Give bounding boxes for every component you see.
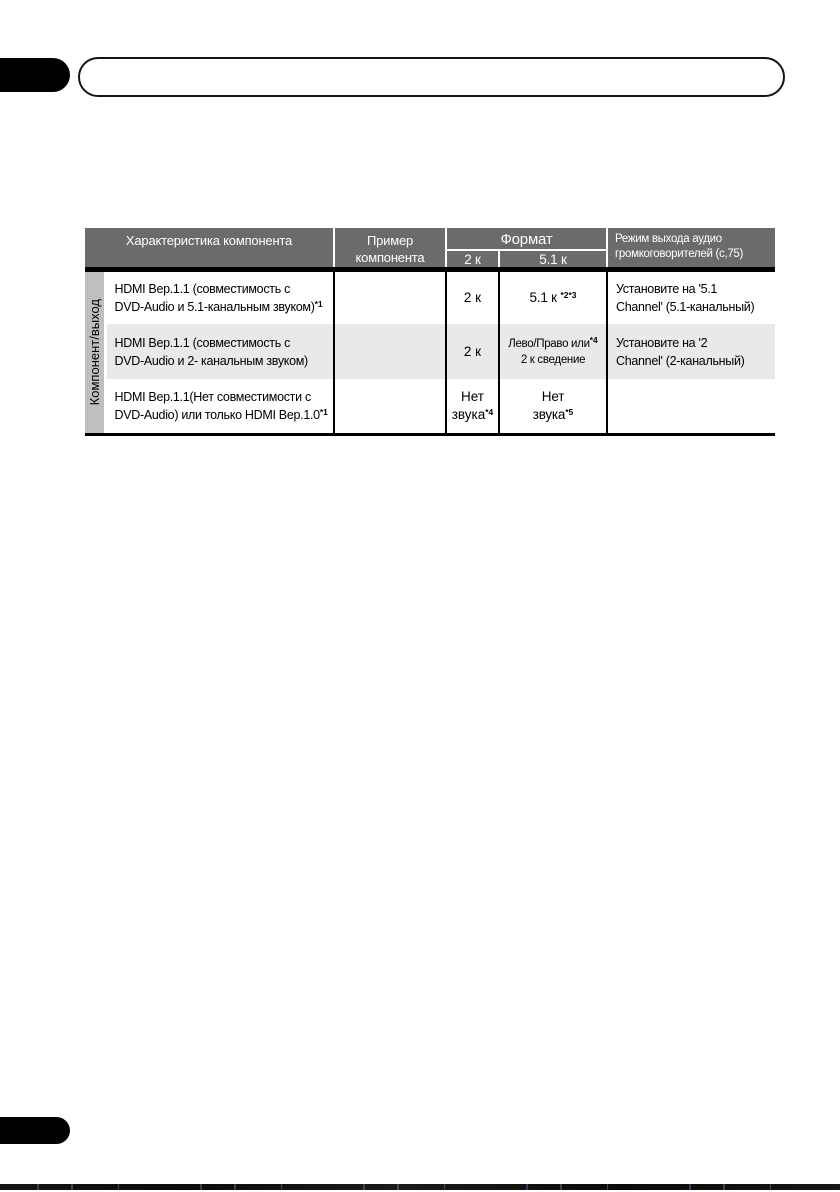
- page-number-edge-tab: [0, 1117, 70, 1144]
- hdmi-audio-format-table-wrap: [85, 228, 775, 436]
- row-group-label-cell: [85, 269, 105, 434]
- table-cell-characteristic: [105, 269, 334, 324]
- table-cell-line: 5.1 к $^{*2*3}$: [529, 290, 577, 306]
- table-cell-mode: [607, 324, 775, 379]
- header-51ch: 5.1 к: [499, 250, 607, 269]
- table-cell-mode: [607, 379, 775, 434]
- table-row: [85, 324, 775, 379]
- table-cell-line: HDMI Вер.1.1 (совместимость с: [114, 335, 291, 350]
- header-characteristic: Характеристика компонента: [85, 228, 334, 269]
- table-cell-example: [334, 324, 446, 379]
- hdmi-audio-format-table: [85, 228, 775, 436]
- row-group-label: Компонент/выход: [86, 299, 102, 406]
- header-format: Формат: [446, 228, 607, 250]
- header-output-mode: Режим выхода аудио громкоговорителей (с,75): [607, 228, 775, 269]
- table-cell-line: DVD-Audio) или только HDMI Вер.1.0$^{*1}$: [114, 407, 328, 423]
- table-cell-line: Channel' (2-канальный): [616, 353, 745, 368]
- table-cell-line: HDMI Вер.1.1 (совместимость с: [114, 281, 291, 296]
- table-header: [85, 228, 775, 269]
- table-cell-ch51: [499, 379, 607, 434]
- chapter-edge-tab: [0, 58, 70, 92]
- table-cell-mode: [607, 269, 775, 324]
- table-cell-ch51: [499, 269, 607, 324]
- table-row: [85, 269, 775, 324]
- table-cell-line: звука$^{*5}$: [532, 407, 574, 423]
- table-cell-line: Лево/Право или$^{*4}$: [508, 334, 598, 350]
- table-cell-characteristic: [105, 379, 334, 434]
- header-2ch: 2 к: [446, 250, 499, 269]
- table-cell-ch2: [446, 379, 499, 434]
- table-cell-characteristic: [105, 324, 334, 379]
- table-cell-line: 2 к: [463, 344, 482, 359]
- table-body: [85, 269, 775, 434]
- scan-edge-artifact: [0, 1184, 840, 1190]
- table-cell-line: Установите на '2: [616, 335, 708, 350]
- header-example: Пример компонента: [334, 228, 446, 269]
- table-cell-line: DVD-Audio и 5.1-канальным звуком)$^{*1}$: [114, 299, 323, 315]
- table-cell-line: 2 к: [463, 290, 482, 306]
- table-cell-line: Установите на '5.1: [616, 281, 718, 296]
- table-cell-line: Channel' (5.1-канальный): [616, 300, 755, 315]
- table-cell-line: 2 к сведение: [520, 353, 586, 366]
- table-cell-example: [334, 269, 446, 324]
- table-cell-line: Нет: [461, 389, 484, 405]
- table-cell-line: DVD-Audio и 2- канальным звуком): [114, 353, 308, 368]
- table-row: [85, 379, 775, 434]
- table-cell-line: HDMI Вер.1.1(Нет совместимости с: [114, 389, 311, 404]
- page-header-bar: [78, 57, 785, 97]
- table-cell-example: [334, 379, 446, 434]
- table-cell-line: Нет: [541, 389, 565, 405]
- table-cell-line: звука$^{*4}$: [451, 407, 494, 423]
- table-cell-ch2: [446, 324, 499, 379]
- table-cell-ch51: [499, 324, 607, 379]
- table-cell-ch2: [446, 269, 499, 324]
